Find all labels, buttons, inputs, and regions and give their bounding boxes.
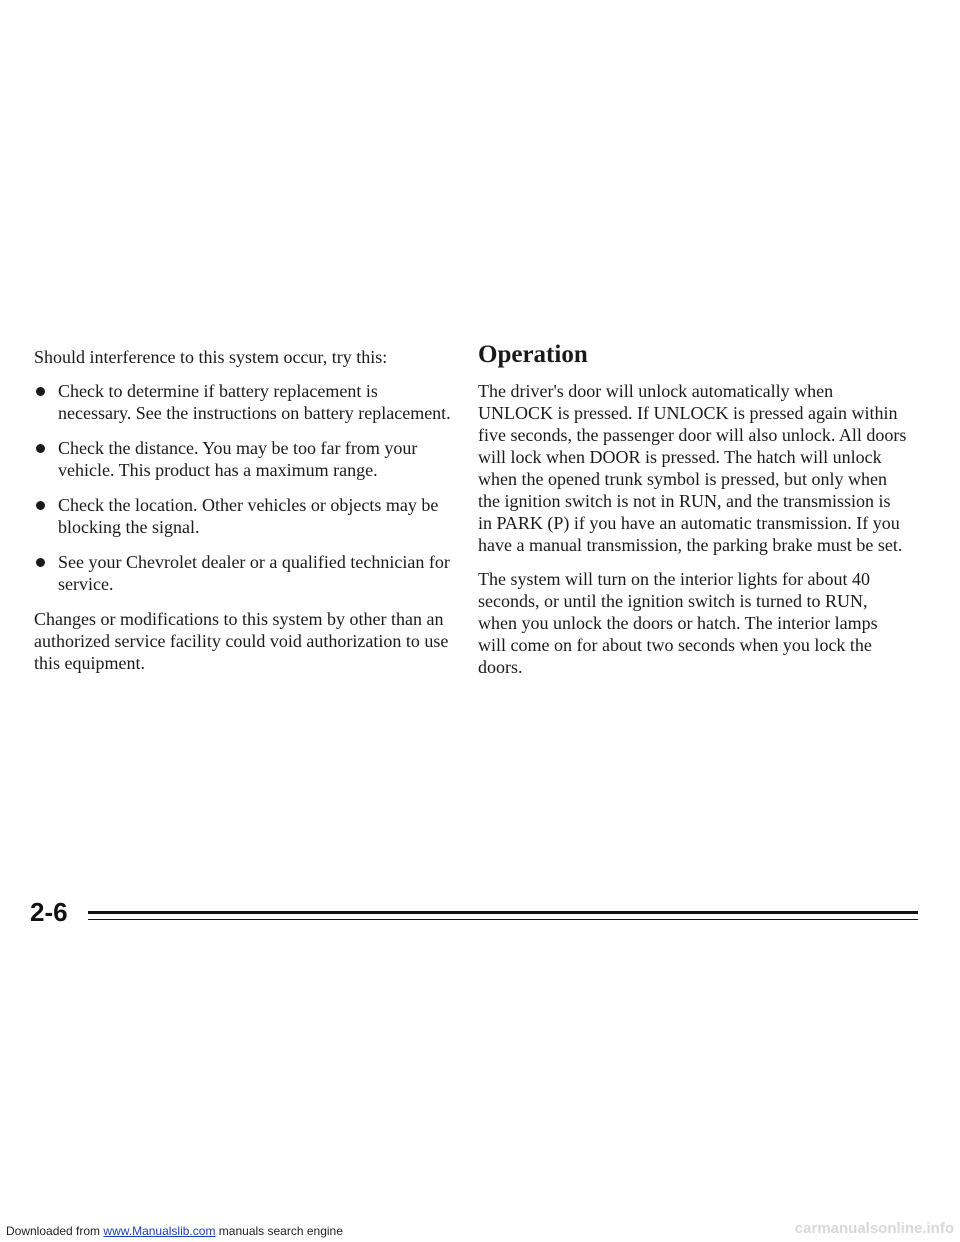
bullet-icon <box>36 558 45 567</box>
page-number: 2-6 <box>30 897 68 927</box>
intro-text: Should interference to this system occur, try this: <box>34 347 388 367</box>
list-item-text: Check to determine if battery replacement is necessary. See the instructions on battery replacement. <box>58 381 451 423</box>
left-column <box>34 346 454 674</box>
list-item-text: Check the location. Other vehicles or objects may be blocking the signal. <box>58 495 439 537</box>
section-heading: Operation <box>478 341 588 368</box>
footer-rule-thin <box>88 919 918 920</box>
banner-prefix: Downloaded from <box>6 1224 101 1238</box>
list-item <box>34 437 454 481</box>
list-item <box>34 494 454 538</box>
footer-rule-thick <box>88 911 918 914</box>
right-column <box>478 340 908 690</box>
troubleshooting-list <box>34 380 454 595</box>
lights-paragraph: The system will turn on the interior lights for about 40 seconds, or until the ignition switch is turned to RUN, when you unlock the doors or hatch. The interior lamps will come on for about two seconds when you lock the doors. <box>478 569 878 677</box>
bullet-icon <box>36 444 45 453</box>
bullet-icon <box>36 387 45 396</box>
list-item-text: See your Chevrolet dealer or a qualified technician for service. <box>58 552 450 594</box>
list-item <box>34 380 454 424</box>
watermark: carmanualsonline.info <box>794 1220 954 1237</box>
list-item <box>34 551 454 595</box>
list-item-text: Check the distance. You may be too far from your vehicle. This product has a maximum range. <box>58 438 418 480</box>
banner-suffix: manuals search engine <box>218 1224 343 1238</box>
download-banner <box>6 1224 343 1238</box>
closing-paragraph: Changes or modifications to this system by other than an authorized service facility could void authorization to use this equipment. <box>34 609 449 673</box>
bullet-icon <box>36 501 45 510</box>
manualslib-link[interactable]: www.Manualslib.com <box>103 1224 216 1238</box>
page-footer <box>30 895 890 935</box>
operation-paragraph: The driver's door will unlock automatically when UNLOCK is pressed. If UNLOCK is pressed again within five seconds, the passenger door will also unlock. All doors will lock when DOOR is pressed. The hatch will unlock when the opened trunk symbol is pressed, but only when the ignition switch is not in RUN, and the transmission is in PARK (P) if you have an automatic transmission. If you have a manual transmission, the parking brake must be set. <box>478 381 907 555</box>
